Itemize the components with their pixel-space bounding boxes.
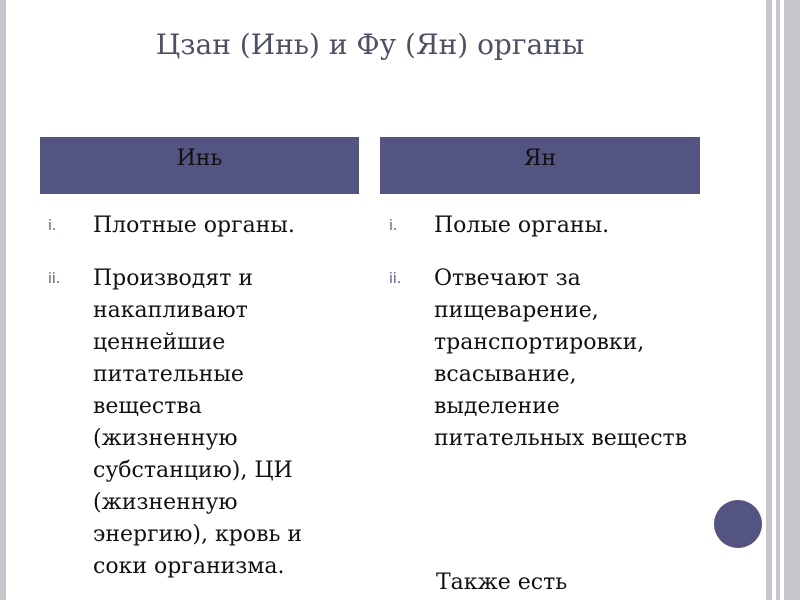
list-item bbox=[389, 263, 689, 455]
list-item-text: Производят и накапливают ценнейшие питательные вещества (жизненную субстанцию), ЦИ (жизненную энергию), кровь и соки организма. bbox=[93, 266, 303, 579]
list-numeral: i. bbox=[48, 218, 57, 234]
list-numeral: ii. bbox=[389, 271, 402, 287]
yin-list bbox=[48, 210, 338, 604]
list-item bbox=[389, 210, 689, 242]
list-item bbox=[48, 263, 338, 583]
continuation-text: Также есть bbox=[436, 570, 568, 595]
right-decorative-bar bbox=[776, 0, 780, 600]
list-numeral: ii. bbox=[48, 271, 61, 287]
list-item-text: Полые органы. bbox=[434, 213, 610, 238]
right-decorative-bar bbox=[784, 0, 800, 600]
right-decorative-bar bbox=[766, 0, 772, 600]
column-header-yin: Инь bbox=[40, 137, 359, 194]
list-item-text: Плотные органы. bbox=[93, 213, 295, 238]
yang-list bbox=[389, 210, 689, 476]
list-item bbox=[48, 210, 338, 242]
slide-title: Цзан (Инь) и Фу (Ян) органы bbox=[155, 28, 585, 61]
list-numeral: i. bbox=[389, 218, 398, 234]
column-header-yang: Ян bbox=[380, 137, 700, 194]
list-item-text: Отвечают за пищеварение, транспортировки, всасывание, выделение питательных веществ bbox=[434, 266, 688, 451]
slide-nav-circle[interactable] bbox=[714, 500, 762, 548]
left-decorative-bar bbox=[0, 0, 6, 600]
